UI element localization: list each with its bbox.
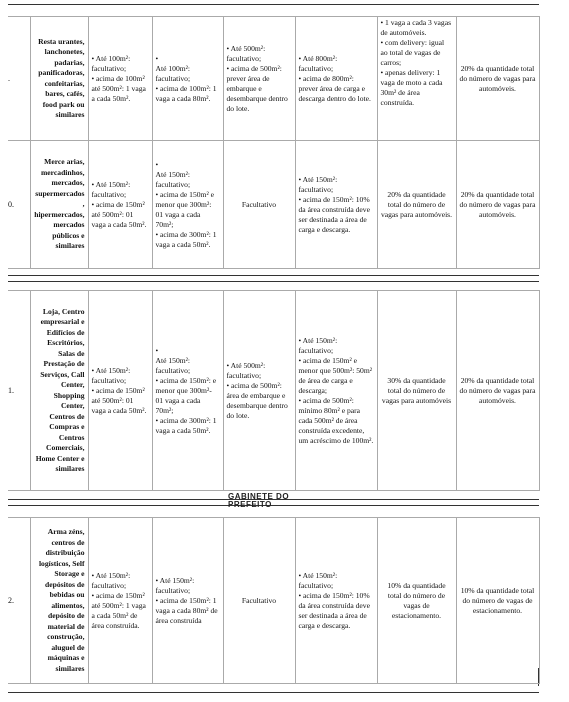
row-number: 2.: [8, 518, 30, 684]
rule-cell: • Até 500m²: facultativo; • acima de 500m²: prever área de embarque e desembarque dentro do lote.: [223, 17, 295, 141]
rule-cell: Facultativo: [223, 518, 295, 684]
table-row: [8, 141, 539, 269]
rule-cell: 10% da quantidade total do número de vagas de estacionamento.: [456, 518, 539, 684]
rule-cell: • Até 150m²: facultativo; • acima de 150m² até 500m²: 01 vaga a cada 50m².: [88, 141, 152, 269]
table-row: [8, 291, 539, 491]
rule-cell: 10% da quantidade total do número de vagas de estacionamento.: [377, 518, 456, 684]
rule-cell: • 1 vaga a cada 3 vagas de automóveis. • com delivery: igual ao total de vagas de carros; • apenas delivery: 1 vaga de moto a cada 30m² de área construída.: [377, 17, 456, 141]
rule-cell: 20% da quantidade total do número de vagas para automóveis.: [456, 291, 539, 491]
row-number: .: [8, 17, 30, 141]
table-block-3: [8, 517, 539, 684]
watermark-text: GABINETE DO PREFEITO: [228, 492, 290, 509]
table-block-1: [8, 16, 539, 269]
row-number: 1.: [8, 291, 30, 491]
row-number: 0.: [8, 141, 30, 269]
rule-cell: • Até 150m²: facultativo; • acima de 150m²: 10% da área construída deve ser destinada a área de carga e descarga.: [295, 518, 377, 684]
table-block-2: [8, 290, 539, 491]
category-cell: Arma zéns, centros de distribuição logísticos, Self Storage e depósitos de bebidas ou alimentos, depósito de material de construção, aluguel de máquinas e similares: [30, 518, 88, 684]
rule-cell: • Até 100m²: facultativo; • acima de 100m²: 1 vaga a cada 80m².: [152, 17, 223, 141]
rule-cell: 30% da quantidade total do número de vagas para automóveis: [377, 291, 456, 491]
rule-cell: 20% da quantidade total do número de vagas para automóveis.: [456, 141, 539, 269]
rule-cell: 20% da quantidade total do número de vagas para automóveis.: [377, 141, 456, 269]
rule-cell: • Até 500m²: facultativo; • acima de 500m²: área de embarque e desembarque dentro do lote.: [223, 291, 295, 491]
rule-cell: • Até 150m²: facultativo; • acima de 150m² até 500m²: 1 vaga a cada 50m² de área construída.: [88, 518, 152, 684]
rule-cell: • Até 150m²: facultativo; • acima de 150m² e menor que 300m²: 01 vaga a cada 70m²; • acima de 300m²: 1 vaga a cada 50m².: [152, 141, 223, 269]
rule-cell: 20% da quantidade total do número de vagas para automóveis.: [456, 17, 539, 141]
rule-cell: Facultativo: [223, 141, 295, 269]
rule-before-block-3: [8, 505, 539, 506]
rule-before-block-2: [8, 281, 539, 282]
parking-table-part-2: [8, 290, 540, 491]
rule-after-block-1: [8, 275, 539, 276]
rule-cell: • Até 150m²: facultativo; • acima de 150m² até 500m²: 01 vaga a cada 50m².: [88, 291, 152, 491]
rule-cell: • Até 150m²: facultativo; • acima de 150m²: e menor que 300m²- 01 vaga a cada 70m²; • acima de 300m²: 1 vaga a cada 50m².: [152, 291, 223, 491]
parking-table-part-1: [8, 16, 540, 269]
top-rule: [8, 4, 539, 5]
rule-cell: • Até 150m²: facultativo; • acima de 150m²: 10% da área construída deve ser destinada a área de carga e descarga.: [295, 141, 377, 269]
category-cell: Merce arias, mercadinhos, mercados, supermercados, hipermercados, mercados públicos e similares: [30, 141, 88, 269]
table-row: [8, 17, 539, 141]
table-row: [8, 518, 539, 684]
parking-table-part-3: [8, 517, 540, 684]
bottom-rule: [8, 692, 539, 693]
category-cell: Resta urantes, lanchonetes, padarias, panificadoras, confeitarias, bares, cafés, food park ou similares: [30, 17, 88, 141]
category-cell: Loja, Centro empresarial e Edifícios de Escritórios, Salas de Prestação de Serviços, Call Center, Shopping Center, Centros de Compras e Centros Comerciais, Home Center e similares: [30, 291, 88, 491]
rule-cell: • Até 150m²: facultativo; • acima de 150m² e menor que 500m²: 50m² de área de carga e descarga; • acima de 500m²: mínimo 80m² e para cada 500m² de área construída excedente, um acréscimo de 100m².: [295, 291, 377, 491]
rule-cell: • Até 100m²: facultativo; • acima de 100m² até 500m²: 1 vaga a cada 50m².: [88, 17, 152, 141]
rule-cell: • Até 150m²: facultativo; • acima de 150m²: 1 vaga a cada 80m² de área construída: [152, 518, 223, 684]
rule-cell: • Até 800m²: facultativo; • acima de 800m²: prever área de carga e descarga dentro do lote.: [295, 17, 377, 141]
